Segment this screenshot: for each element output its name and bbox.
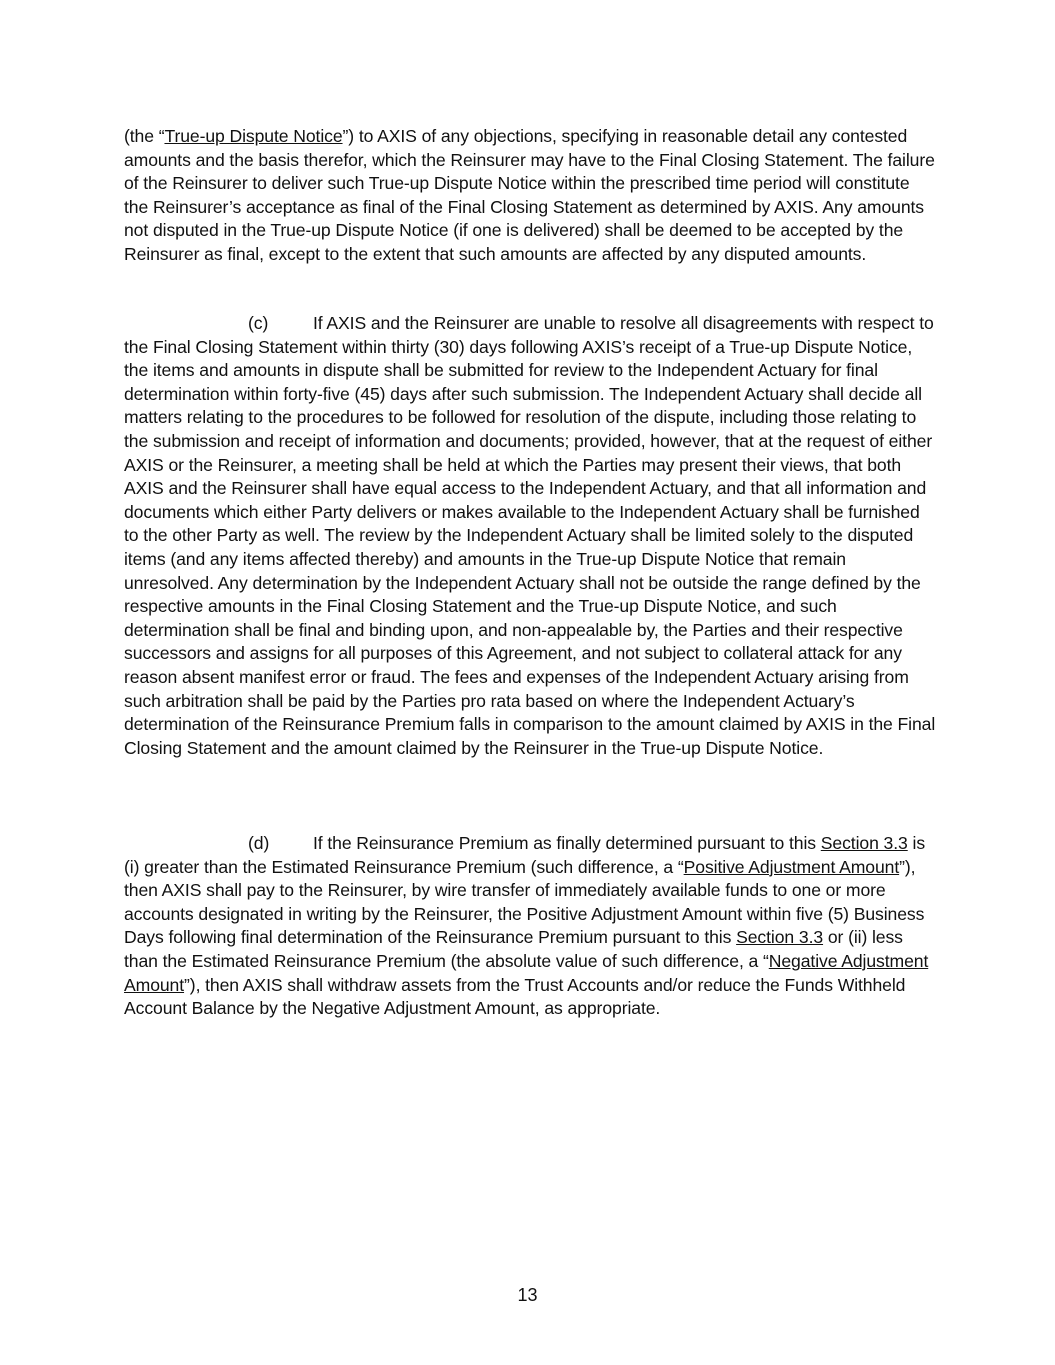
paragraph-d-text-4: or (ii) less than the Estimated Reinsurance Premium (the absolute value of such difference, a “ [124, 927, 903, 971]
defined-term-positive-adjustment-amount: Positive Adjustment Amount [683, 856, 900, 877]
paragraph-d-text-2: is (i) greater than the Estimated Reinsurance Premium (such difference, a “ [124, 833, 926, 877]
paragraph-b-text-2: ”) to AXIS of any objections, specifying in reasonable detail any contested amounts and the basis therefor, which the Reinsurer may have to the Final Closing Statement. The failure of the Reinsurer to deliver such True-up Dispute Notice within the prescribed time period will constitute the Reinsurer’s acceptance as final of the Final Closing Statement as determined by AXIS. Any amounts not disputed in the True-up Dispute Notice (if one is delivered) shall be deemed to be accepted by the Reinsurer as final, except to the extent that such amounts are affected by any disputed amounts. [124, 126, 935, 264]
defined-term-negative-adjustment-amount: Negative Adjustment Amount [124, 950, 929, 995]
paragraph-d-text-3: ”), then AXIS shall pay to the Reinsurer, by wire transfer of immediately available funds to one or more accounts designated in writing by the Reinsurer, the Positive Adjustment Amount within five (5) Business Days following final determination of the Reinsurance Premium pursuant to this [124, 856, 925, 948]
paragraph-b-text-1: (the “ [124, 126, 165, 146]
paragraph-b [124, 125, 936, 267]
paragraph-d-text-5: ”), then AXIS shall withdraw assets from the Trust Accounts and/or reduce the Funds Withheld Account Balance by the Negative Adjustment Amount, as appropriate. [124, 974, 906, 1019]
paragraph-c [124, 312, 936, 760]
section-reference-link: Section 3.3 [820, 833, 908, 853]
defined-term-true-up-dispute-notice: True-up Dispute Notice [164, 126, 343, 146]
paragraph-d-label: (d) [248, 833, 270, 853]
paragraph-c-label: (c) [248, 313, 269, 333]
paragraph-d-text-1: If the Reinsurance Premium as finally determined pursuant to this [313, 833, 821, 853]
paragraph-d [124, 832, 936, 1021]
paragraph-c-text: If AXIS and the Reinsurer are unable to resolve all disagreements with respect to the Final Closing Statement within thirty (30) days following AXIS’s receipt of a True-up Dispute Notice, the items and amounts in dispute shall be submitted for review to the Independent Actuary for final determination within forty-five (45) days after such submission. The Independent Actuary shall decide all matters relating to the procedures to be followed for resolution of the dispute, including those relating to the submission and receipt of information and documents; provided, however, that at the request of either AXIS or the Reinsurer, a meeting shall be held at which the Parties may present their views, that both AXIS and the Reinsurer shall have equal access to the Independent Actuary, and that all information and documents which either Party delivers or makes available to the Independent Actuary shall be furnished to the other Party as well. The review by the Independent Actuary shall be limited solely to the disputed items (and any items affected thereby) and amounts in the True-up Dispute Notice that remain unresolved. Any determination by the Independent Actuary shall not be outside the range defined by the respective amounts in the Final Closing Statement and the True-up Dispute Notice, and such determination shall be final and binding upon, and non-appealable by, the Parties and their respective successors and assigns for all purposes of this Agreement, and not subject to collateral attack for any reason absent manifest error or fraud. The fees and expenses of the Independent Actuary arising from such arbitration shall be paid by the Parties pro rata based on where the Independent Actuary’s determination of the Reinsurance Premium falls in comparison to the amount claimed by AXIS in the Final Closing Statement and the amount claimed by the Reinsurer in the True-up Dispute Notice. [124, 313, 936, 758]
section-reference-link-2: Section 3.3 [736, 927, 824, 948]
page-number: 13 [517, 1285, 538, 1305]
